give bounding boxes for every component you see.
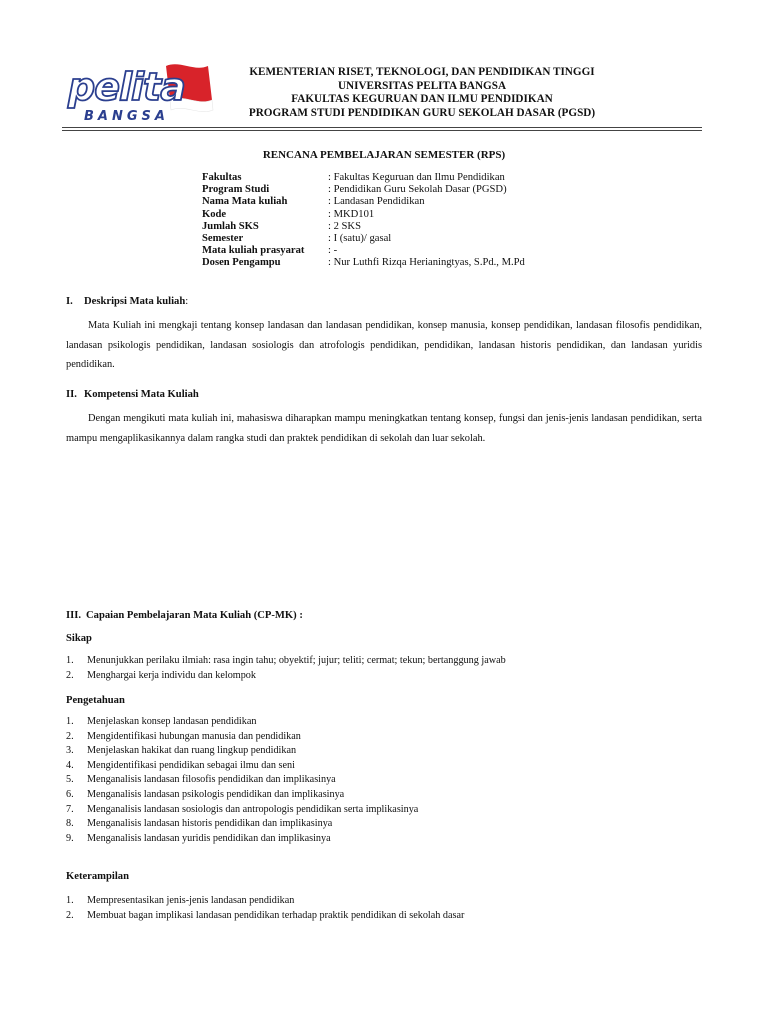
info-row <box>202 245 525 257</box>
info-value: : I (satu)/ gasal <box>328 233 392 245</box>
info-key: Program Studi <box>202 184 270 196</box>
university-logo <box>62 56 218 126</box>
list-item <box>66 909 464 924</box>
info-value: : Pendidikan Guru Sekolah Dasar (PGSD) <box>328 184 507 196</box>
list-number: 6. <box>66 788 74 800</box>
university-line: UNIVERSITAS PELITA BANGSA <box>337 79 507 92</box>
info-key: Dosen Pengampu <box>202 257 281 269</box>
info-value: : Fakultas Keguruan dan Ilmu Pendidikan <box>328 172 505 183</box>
pengetahuan-list <box>66 715 418 846</box>
list-number: 2. <box>66 909 74 921</box>
list-item <box>66 817 418 832</box>
list-number: 2. <box>66 730 74 742</box>
info-row <box>202 184 525 196</box>
list-text: Membuat bagan implikasi landasan pendidikan terhadap praktik pendidikan di sekolah dasar <box>87 909 465 921</box>
faculty-line: FAKULTAS KEGURUAN DAN ILMU PENDIDIKAN <box>291 93 553 106</box>
info-row <box>202 221 525 233</box>
list-number: 3. <box>66 745 74 757</box>
section-title: Capaian Pembelajaran Mata Kuliah (CP-MK) : <box>86 610 303 621</box>
info-key: Semester <box>202 233 244 245</box>
list-item <box>66 773 418 788</box>
list-item <box>66 832 418 847</box>
list-text: Mengidentifikasi hubungan manusia dan pendidikan <box>87 730 301 742</box>
info-value: : Nur Luthfi Rizqa Herianingtyas, S.Pd., M.Pd <box>328 257 525 269</box>
section-number: III. <box>66 610 82 621</box>
list-number: 8. <box>66 818 74 830</box>
ministry-line: KEMENTERIAN RISET, TEKNOLOGI, DAN PENDIDIKAN TINGGI <box>249 66 595 78</box>
header-divider <box>62 127 702 128</box>
header-divider <box>62 130 702 131</box>
list-item <box>66 803 418 818</box>
info-value: : 2 SKS <box>328 220 361 232</box>
list-item <box>66 894 464 909</box>
section-title: Kompetensi Mata Kuliah <box>84 389 199 400</box>
info-value: : Landasan Pendidikan <box>328 196 425 208</box>
list-number: 2. <box>66 669 74 681</box>
info-row <box>202 172 525 184</box>
list-item <box>66 654 506 669</box>
list-item <box>66 715 418 730</box>
subsection-heading: Keterampilan <box>66 871 129 882</box>
section-heading <box>66 610 303 621</box>
list-text: Menunjukkan perilaku ilmiah: rasa ingin tahu; obyektif; jujur; teliti; cermat; tekun; bertanggung jawab <box>87 655 506 666</box>
list-text: Menganalisis landasan psikologis pendidikan dan implikasinya <box>87 788 345 800</box>
section-title: Deskripsi Mata kuliah <box>84 296 186 307</box>
list-number: 1. <box>66 895 74 906</box>
subsection-heading: Sikap <box>66 633 92 644</box>
list-text: Menghargai kerja individu dan kelompok <box>87 669 256 681</box>
info-key: Mata kuliah prasyarat <box>202 245 305 257</box>
list-text: Mengidentifikasi pendidikan sebagai ilmu dan seni <box>87 759 295 771</box>
program-line: PROGRAM STUDI PENDIDIKAN GURU SEKOLAH DASAR (PGSD) <box>248 106 596 119</box>
course-info-table <box>202 172 525 270</box>
list-number: 7. <box>66 803 74 815</box>
info-key: Nama Mata kuliah <box>202 196 288 208</box>
info-row <box>202 257 525 269</box>
section-paragraph: Dengan mengikuti mata kuliah ini, mahasiswa diharapkan mampu meningkatkan tentang konsep, fungsi dan jenis-jenis landasan pendidikan, serta mampu mengaplikasikannya dalam rangka studi dan praktek pendidikan di sekolah dan luar sekolah. <box>66 413 702 444</box>
list-item <box>66 730 418 745</box>
list-number: 5. <box>66 774 74 786</box>
list-item <box>66 788 418 803</box>
info-value: : MKD101 <box>328 208 375 220</box>
list-text: Menganalisis landasan filosofis pendidikan dan implikasinya <box>87 774 336 786</box>
section-title-suffix: : <box>185 296 189 307</box>
info-key: Fakultas <box>202 172 242 183</box>
list-text: Menjelaskan hakikat dan ruang lingkup pendidikan <box>87 745 297 757</box>
section-number: II. <box>66 389 77 400</box>
sikap-list <box>66 654 506 683</box>
section-number: I. <box>66 296 73 307</box>
section-heading <box>66 296 188 307</box>
list-text: Menganalisis landasan yuridis pendidikan dan implikasinya <box>87 832 331 844</box>
list-number: 4. <box>66 759 74 771</box>
info-row <box>202 196 525 208</box>
info-row <box>202 209 525 221</box>
institution-heading <box>232 66 612 120</box>
info-key: Jumlah SKS <box>202 220 259 232</box>
section-paragraph: Mata Kuliah ini mengkaji tentang konsep landasan dan landasan pendidikan, konsep manusia, konsep pendidikan, landasan filosofis pendidikan, landasan psikologis pendidikan, landasan sosiologis dan atrofologis pendidikan, pendidikan, landasan historis pendidikan, dan landasan yuridis pendidikan. <box>66 320 702 371</box>
subsection-heading: Pengetahuan <box>66 695 125 706</box>
keterampilan-list <box>66 894 464 923</box>
document-title: RENCANA PEMBELAJARAN SEMESTER (RPS) <box>262 149 506 161</box>
list-item <box>66 759 418 774</box>
section-heading <box>66 389 199 400</box>
info-row <box>202 233 525 245</box>
info-key: Kode <box>202 208 227 220</box>
list-text: Menganalisis landasan historis pendidikan dan implikasinya <box>87 818 333 830</box>
list-number: 1. <box>66 716 74 727</box>
list-item <box>66 744 418 759</box>
list-text: Menjelaskan konsep landasan pendidikan <box>87 716 257 727</box>
list-item <box>66 669 506 684</box>
info-value: : - <box>328 245 338 257</box>
logo-text-sub: BANGSA <box>84 109 169 124</box>
list-text: Menganalisis landasan sosiologis dan antropologis pendidikan serta implikasinya <box>87 803 419 815</box>
list-number: 1. <box>66 655 74 666</box>
logo-text-main: pelita <box>68 65 185 109</box>
list-text: Mempresentasikan jenis-jenis landasan pendidikan <box>87 895 295 906</box>
list-number: 9. <box>66 832 74 844</box>
